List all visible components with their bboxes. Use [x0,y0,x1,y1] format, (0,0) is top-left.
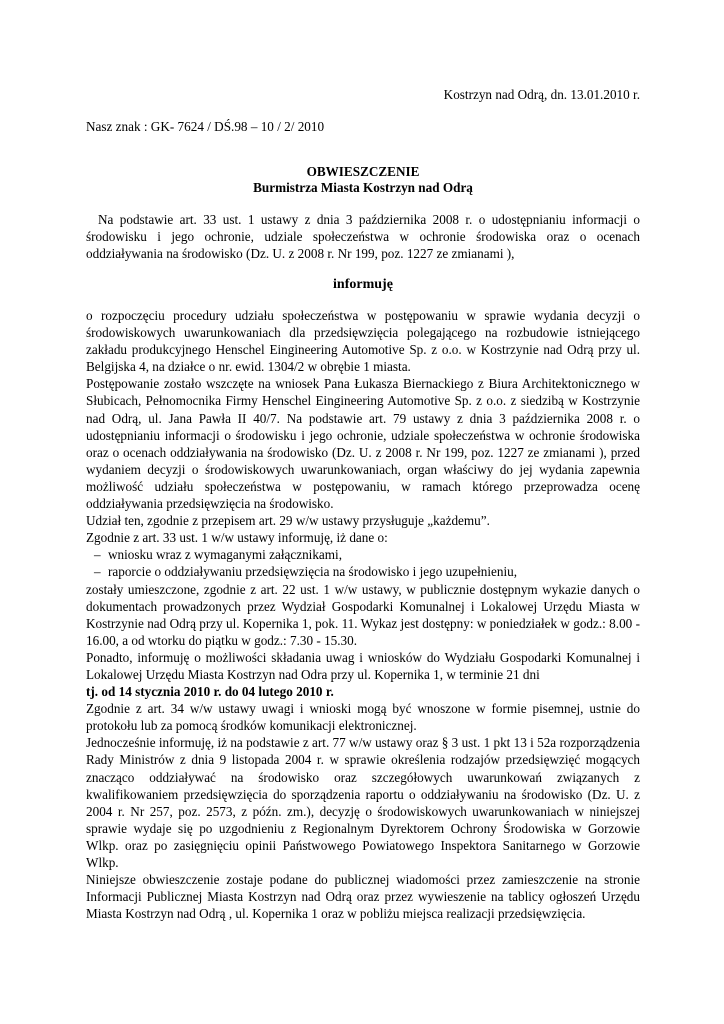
paragraph-comments: Ponadto, informuję o możliwości składania uwag i wniosków do Wydziału Gospodarki Komunalnej i Lokalowej Urzędu Miasta Kostrzyn nad Odra przy ul. Kopernika 1, w terminie 21 dni [86,649,640,682]
paragraph-legal-basis: Jednocześnie informuję, iż na podstawie z art. 77 w/w ustawy oraz § 3 ust. 1 pkt 13 i 52a rozporządzenia Rady Ministrów z dnia 9 listopada 2004 r. w sprawie określenia rodzajów przedsięwzięć mogących znacząco oddziaływać na środowisko oraz szczegółowych uwarunkowań związanych z kwalifikowaniem przedsięwzięcia do sporządzenia raportu o oddziaływaniu na środowisko (Dz. U. z 2004 r. Nr 257, poz. 2573, z późn. zm.), decyzję o środowiskowych uwarunkowaniach w niniejszej sprawie wydaje się po uzgodnieniu z Regionalnym Dyrektorem Ochrony Środowiska w Gorzowie Wlkp. oraz po zasięgnięciu opinii Państwowego Powiatowego Inspektora Sanitarnego w Gorzowie Wlkp. [86,735,640,870]
list-item [86,546,640,563]
paragraph-data-intro: Zgodnie z art. 33 ust. 1 w/w ustawy informuję, iż dane o: [86,530,388,546]
document-title: OBWIESZCZENIE [306,164,420,179]
paragraph-procedure: o rozpoczęciu procedury udziału społeczeństwa w postępowaniu w sprawie wydania decyzji o środowiskowych uwarunkowaniach dla przedsięwzięcia polegającego na rozbudowie istniejącego zakładu produkcyjnego Henschel Eingineering Automotive Sp. z o.o. w Kostrzynie nad Odrą przy ul. Belgijska 4, na działce o nr. ewid. 1304/2 w obrębie 1 miasta. [86,308,640,375]
list-item-text: raporcie o oddziaływaniu przedsięwzięcia na środowisko i jego uzupełnieniu, [108,564,518,580]
paragraph-deadline: tj. od 14 stycznia 2010 r. do 04 lutego 2010 r. [86,684,334,700]
informuje-heading: informuję [333,277,393,292]
paragraph-submission-form: Zgodnie z art. 34 w/w ustawy uwagi i wnioski mogą być wnoszone w formie pisemnej, ustnie do protokołu lub za pomocą środków komunikacji elektronicznej. [86,701,640,734]
paragraph-publication: Niniejsze obwieszczenie zostaje podane do publicznej wiadomości przez zamieszczenie na stronie Informacji Publicznej Miasta Kostrzyn nad Odrą oraz przez wywieszenie na tablicy ogłoszeń Urzędu Miasta Kostrzyn nad Odrą , ul. Kopernika 1 oraz w pobliżu miejsca realizacji przedsięwzięcia. [86,872,640,922]
document-issuer: Burmistrza Miasta Kostrzyn nad Odrą [253,180,473,195]
intro-text: Na podstawie art. 33 ust. 1 ustawy z dnia 3 października 2008 r. o udostępnianiu informacji o środowisku i jego ochronie, udziale społeczeństwa w ochronie środowiska oraz o ocenach oddziaływania na środowisko (Dz. U. z 2008 r. Nr 199, poz. 1227 ze zmianami ), [86,212,640,262]
list-item-text: wniosku wraz z wymaganymi załącznikami, [108,547,342,563]
list-item [86,563,640,580]
list-dash: – [94,564,101,580]
list-dash: – [94,547,101,563]
body-text [86,307,640,922]
paragraph-data-location: zostały umieszczone, zgodnie z art. 22 ust. 1 w/w ustawy, w publicznie dostępnym wykazie danych o dokumentach prowadzonych przez Wydział Gospodarki Komunalnej i Lokalowej Urzędu Miasta w Kostrzynie nad Odrą przy ul. Kopernika 1, pok. 11. Wykaz jest dostępny: w poniedziałek w godz.: 8.00 - 16.00, a od wtorku do piątku w godz.: 7.30 - 15.30. [86,581,640,648]
reference-number: Nasz znak : GK- 7624 / DŚ.98 – 10 / 2/ 2010 [86,119,325,134]
intro-paragraph [86,211,640,262]
paragraph-participation: Udział ten, zgodnie z przepisem art. 29 w/w ustawy przysługuje „każdemu”. [86,513,490,529]
place-date: Kostrzyn nad Odrą, dn. 13.01.2010 r. [443,87,640,102]
paragraph-initiation: Postępowanie zostało wszczęte na wniosek Pana Łukasza Biernackiego z Biura Architektonicznego w Słubicach, Pełnomocnika Firmy Henschel Eingineering Automotive Sp. z o.o. z siedzibą w Kostrzynie nad Odrą, ul. Jana Pawła II 40/7. Na podstawie art. 79 ustawy z dnia 3 października 2008 r. o udostępnianiu informacji o środowisku i jego ochronie, udziale społeczeństwa w ochronie środowiska oraz o ocenach oddziaływania na środowisko (Dz. U. z 2008 r. Nr 199, poz. 1227 ze zmianami ), przed wydaniem decyzji o środowiskowych uwarunkowaniach, organ właściwy do jej wydania zapewnia możliwość udziału społeczeństwa w postępowaniu, w ramach którego przeprowadza ocenę oddziaływania przedsięwzięcia na środowisko. [86,376,640,512]
